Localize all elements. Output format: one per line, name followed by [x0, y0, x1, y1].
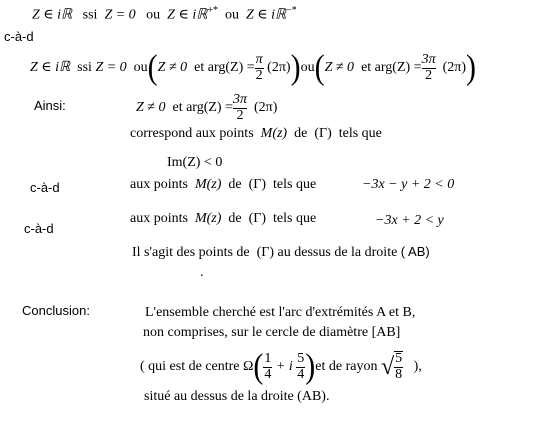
ou-word: ou	[133, 60, 148, 75]
plus-star-sup: +*	[207, 5, 218, 16]
conclusion-line-3: ( qui est de centre Ω ( $\frac{1}{4}$ + i $\frac{5}{4}$ ) et de rayon √ $\frac{5}{8}$ ),	[140, 347, 422, 386]
ou-word-2: ou	[300, 60, 315, 75]
z-in-ir-minus: Z ∈ iℝ	[245, 7, 287, 23]
ssi-word: ssi	[77, 60, 92, 75]
z-equals-zero: Z = 0	[95, 60, 127, 75]
fraction-pi-over-2: $\frac{\pi}{2}$	[255, 51, 263, 83]
z-in-ir: Z ∈ iℝ	[32, 7, 73, 23]
z-in-ir: Z ∈ iℝ	[30, 60, 71, 75]
cad-line-2: aux points M(z) de (Γ) tels que	[130, 177, 317, 192]
mod-2pi: (2π)	[267, 60, 291, 75]
conclusion-line-2: non comprises, sur le cercle de diamètre [AB]	[143, 325, 401, 340]
arg-z-2: arg(Z) =	[374, 60, 422, 75]
condition-line-2: Z ∈ iℝ ssi Z = 0 ou ( Z ≠ 0 et arg(Z) = $\frac{\pi}{2}$ (2π) ) ou ( Z ≠ 0 et arg(Z) = $\frac{3\pi}{2}$ (2π) )	[30, 48, 476, 87]
fraction-3pi-over-2: $\frac{3\pi}{2}$	[233, 91, 248, 123]
inequality-2: −3x + 2 < y	[375, 213, 444, 228]
cad-label-1: c-à-d	[4, 29, 34, 44]
cad-label-2: c-à-d	[30, 180, 60, 195]
sagit-line: Il s'agit des points de (Γ) au dessus de la droite ( AB)	[132, 244, 430, 260]
conclusion-line-4: situé au dessus de la droite (AB).	[144, 389, 330, 404]
im-condition: Im(Z) < 0	[167, 155, 223, 170]
conclusion-line-1: L'ensemble cherché est l'arc d'extrémités A et B,	[145, 305, 416, 320]
inequality-1: −3x − y + 2 < 0	[362, 177, 455, 192]
ou-word-2: ou	[224, 7, 239, 23]
conclusion-label: Conclusion:	[22, 303, 90, 318]
z-not-zero: Z ≠ 0	[157, 60, 188, 75]
ainsi-condition: Z ≠ 0 et arg(Z) = $\frac{3\pi}{2}$ (2π)	[136, 91, 278, 123]
fraction-3pi-over-2: $\frac{3\pi}{2}$	[421, 51, 436, 83]
stray-dot: .	[200, 265, 204, 280]
omega-symbol: Ω	[243, 359, 254, 374]
mod-2pi-2: (2π)	[442, 60, 466, 75]
ou-word: ou	[146, 7, 161, 23]
ssi-word: ssi	[82, 7, 98, 23]
correspond-line: correspond aux points M(z) de (Γ) tels que	[130, 126, 382, 141]
fraction-1-over-4: $\frac{1}{4}$	[264, 350, 272, 382]
et-word-2: et	[361, 60, 372, 75]
fraction-5-over-4: $\frac{5}{4}$	[297, 350, 305, 382]
et-word: et	[194, 60, 205, 75]
cad-label-3: c-à-d	[24, 221, 54, 236]
z-not-zero-2: Z ≠ 0	[324, 60, 355, 75]
z-equals-zero: Z = 0	[104, 7, 136, 23]
arg-z: arg(Z) =	[207, 60, 255, 75]
ainsi-label: Ainsi:	[34, 98, 66, 113]
sqrt-5-over-8: √ $\frac{5}{8}$	[380, 351, 403, 382]
condition-line-1	[32, 6, 297, 23]
cad-line-3: aux points M(z) de (Γ) tels que	[130, 211, 317, 226]
minus-star-sup: −*	[286, 5, 297, 16]
z-in-ir-plus: Z ∈ iℝ	[167, 7, 208, 23]
